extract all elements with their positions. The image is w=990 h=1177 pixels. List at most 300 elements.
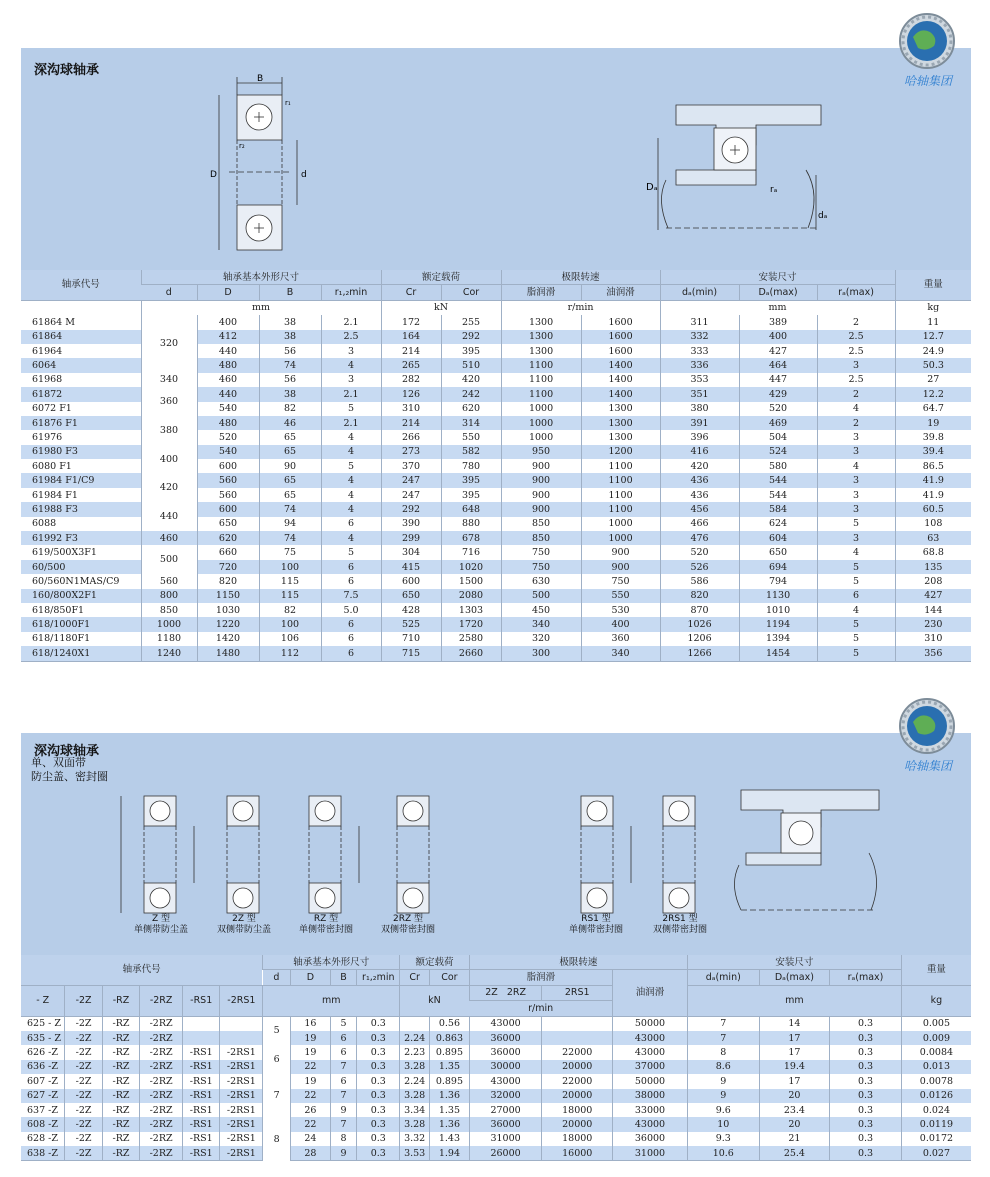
- table-row: [21, 315, 971, 329]
- cell-z: 627 -Z: [21, 1089, 65, 1103]
- table-row: [21, 574, 971, 588]
- company-logo: [896, 12, 960, 90]
- cell-oil: 43000: [613, 1031, 688, 1045]
- cell-ra: 0.3: [830, 1060, 902, 1074]
- unit-kN: kN: [381, 300, 501, 315]
- cell-B: 74: [259, 358, 321, 372]
- cell-Cr: 273: [381, 445, 441, 459]
- cell-rs1: -RS1: [183, 1045, 220, 1059]
- cell-r: 0.3: [357, 1074, 400, 1088]
- cell-z2: -2Z: [65, 1031, 102, 1045]
- cell-ra: 3: [817, 445, 895, 459]
- cell-Cr: 299: [381, 531, 441, 545]
- t2-suffix-rs1: -RS1: [183, 985, 220, 1016]
- cell-r: 4: [321, 502, 381, 516]
- cell-rs1: [183, 1016, 220, 1031]
- t2-speed-header: 极限转速: [469, 955, 687, 970]
- cell-z2: -2Z: [65, 1045, 102, 1059]
- cell-oil: 1400: [581, 358, 660, 372]
- cell-grease: 850: [501, 517, 581, 531]
- cell-rz2: -2RZ: [140, 1045, 183, 1059]
- cell-Da: 520: [739, 402, 817, 416]
- t2-grease-2rs1: 2RS1: [542, 985, 613, 1000]
- cell-Cr: 715: [381, 646, 441, 661]
- cell-Cr: 266: [381, 430, 441, 444]
- cell-oil: 43000: [613, 1117, 688, 1131]
- cell-r: 0.3: [357, 1045, 400, 1059]
- cell-oil: 1400: [581, 387, 660, 401]
- cell-D: 540: [197, 445, 259, 459]
- cell-Cor: 1.36: [430, 1089, 470, 1103]
- cell-da: 416: [660, 445, 739, 459]
- cell-Cor: 550: [441, 430, 501, 444]
- cell-kg: 64.7: [895, 402, 971, 416]
- table-row: [21, 1045, 971, 1059]
- globe-bearing-icon: [898, 12, 956, 70]
- cell-D: 540: [197, 402, 259, 416]
- dim-B-label: B: [257, 74, 264, 84]
- table-row: [21, 1103, 971, 1117]
- cell-Cr: 265: [381, 358, 441, 372]
- cell-da: 336: [660, 358, 739, 372]
- cell-r: 4: [321, 473, 381, 487]
- bearing-code: 61976: [21, 430, 141, 444]
- rz-type-shape: [309, 796, 359, 913]
- cell-kg: 41.9: [895, 488, 971, 502]
- cell-Da: 1010: [739, 603, 817, 617]
- caption-rz-desc: 单侧带密封圈: [298, 925, 353, 935]
- col-speed-header: 极限转速: [501, 270, 660, 285]
- cell-B: 82: [259, 603, 321, 617]
- cell-rs2: -2RS1: [220, 1060, 263, 1074]
- cell-D: 600: [197, 502, 259, 516]
- t2-suffix-2rs1: -2RS1: [220, 985, 263, 1016]
- cell-g2: 18000: [542, 1103, 613, 1117]
- bearing-code: 618/1180F1: [21, 632, 141, 646]
- t2-install-header: 安装尺寸: [687, 955, 901, 970]
- cell-g1: 36000: [469, 1045, 542, 1059]
- cell-r: 0.3: [357, 1117, 400, 1131]
- cell-rz: -RZ: [102, 1146, 139, 1161]
- cell-rs1: -RS1: [183, 1146, 220, 1161]
- caption-z-type: Z 型: [151, 914, 171, 924]
- bearing-code: 61872: [21, 387, 141, 401]
- cell-rz2: -2RZ: [140, 1132, 183, 1146]
- cell-oil: 750: [581, 574, 660, 588]
- cell-Cr: 247: [381, 473, 441, 487]
- cell-rz2: -2RZ: [140, 1031, 183, 1045]
- table-row: [21, 617, 971, 631]
- cell-D: 660: [197, 545, 259, 559]
- cell-grease: 1300: [501, 330, 581, 344]
- dim-r1-label: r₁: [285, 99, 291, 107]
- caption-2z-type: 2Z 型: [232, 914, 256, 924]
- bore-d: 7: [263, 1074, 291, 1117]
- cell-Cor: 648: [441, 502, 501, 516]
- cell-rs2: -2RS1: [220, 1117, 263, 1131]
- cell-rs1: -RS1: [183, 1132, 220, 1146]
- cell-da: 332: [660, 330, 739, 344]
- cell-r: 0.3: [357, 1060, 400, 1074]
- cell-Da: 427: [739, 344, 817, 358]
- cell-z: 626 -Z: [21, 1045, 65, 1059]
- cell-Da: 794: [739, 574, 817, 588]
- table-row: [21, 1089, 971, 1103]
- cell-da: 466: [660, 517, 739, 531]
- mounting-drawing-2: [721, 785, 881, 915]
- caption-z-desc: 单侧带防尘盖: [133, 925, 188, 935]
- cell-B: 100: [259, 617, 321, 631]
- cell-z: 637 -Z: [21, 1103, 65, 1117]
- cell-Cr: 282: [381, 373, 441, 387]
- cell-grease: 1100: [501, 387, 581, 401]
- cell-Da: 464: [739, 358, 817, 372]
- cell-D: 820: [197, 574, 259, 588]
- cell-oil: 1300: [581, 416, 660, 430]
- bearing-code: 61988 F3: [21, 502, 141, 516]
- cell-D: 440: [197, 387, 259, 401]
- cell-Da: 21: [759, 1132, 830, 1146]
- unit-mm-install: mm: [660, 300, 895, 315]
- cell-da: 333: [660, 344, 739, 358]
- cell-B: 56: [259, 344, 321, 358]
- cell-ra: 0.3: [830, 1045, 902, 1059]
- cell-D: 22: [291, 1089, 331, 1103]
- cell-kg: 11: [895, 315, 971, 329]
- cell-ra: 0.3: [830, 1103, 902, 1117]
- cell-Cor: 678: [441, 531, 501, 545]
- col-r: r₁,₂min: [321, 285, 381, 300]
- cell-r: 7.5: [321, 589, 381, 603]
- cell-ra: 4: [817, 545, 895, 559]
- cell-oil: 340: [581, 646, 660, 661]
- cell-z2: -2Z: [65, 1016, 102, 1031]
- cell-ra: 2: [817, 315, 895, 329]
- cell-D: 1480: [197, 646, 259, 661]
- bore-d: 320: [141, 315, 197, 373]
- bearing-code: 61984 F1: [21, 488, 141, 502]
- bore-d: 560: [141, 574, 197, 588]
- mounting-drawing: [646, 100, 826, 240]
- cell-oil: 31000: [613, 1146, 688, 1161]
- col-Cor: Cor: [441, 285, 501, 300]
- t2-col-ra: rₐ(max): [830, 970, 902, 985]
- col-da: dₐ(min): [660, 285, 739, 300]
- cell-D: 600: [197, 459, 259, 473]
- table-row: [21, 646, 971, 661]
- caption-2rz-type: 2RZ 型: [392, 914, 423, 924]
- bearing-code: 618/850F1: [21, 603, 141, 617]
- cell-r: 6: [321, 517, 381, 531]
- cell-Da: 20: [759, 1117, 830, 1131]
- cell-ra: 5: [817, 617, 895, 631]
- cell-grease: 900: [501, 473, 581, 487]
- cell-B: 9: [330, 1103, 357, 1117]
- caption-2rz-desc: 双侧带密封圈: [380, 925, 435, 935]
- cell-ra: 5: [817, 574, 895, 588]
- cell-D: 460: [197, 373, 259, 387]
- cell-r: 6: [321, 632, 381, 646]
- cell-g1: 43000: [469, 1016, 542, 1031]
- cell-z: 607 -Z: [21, 1074, 65, 1088]
- cell-B: 94: [259, 517, 321, 531]
- cell-z: 625 - Z: [21, 1016, 65, 1031]
- cell-da: 1026: [660, 617, 739, 631]
- bore-d: 500: [141, 545, 197, 574]
- caption-rz: [281, 914, 371, 936]
- cell-Cr: 2.24: [400, 1074, 430, 1088]
- cell-oil: 1300: [581, 402, 660, 416]
- dim-d-label: d: [301, 170, 307, 180]
- cell-B: 56: [259, 373, 321, 387]
- cell-rz: -RZ: [102, 1089, 139, 1103]
- section2-panel: [21, 733, 971, 955]
- cell-oil: 550: [581, 589, 660, 603]
- cell-da: 9: [687, 1074, 759, 1088]
- cell-grease: 750: [501, 545, 581, 559]
- cell-ra: 0.3: [830, 1016, 902, 1031]
- cell-ra: 3: [817, 502, 895, 516]
- cell-Da: 650: [739, 545, 817, 559]
- cell-g2: [542, 1031, 613, 1045]
- table-2-body: [21, 1016, 971, 1161]
- cell-Cr: 2.24: [400, 1031, 430, 1045]
- bearing-code: 60/500: [21, 560, 141, 574]
- t2-suffix-z: - Z: [21, 985, 65, 1016]
- cell-Cor: 716: [441, 545, 501, 559]
- cell-rs2: -2RS1: [220, 1045, 263, 1059]
- cell-D: 19: [291, 1031, 331, 1045]
- cell-D: 22: [291, 1117, 331, 1131]
- col-B: B: [259, 285, 321, 300]
- cell-r: 5: [321, 402, 381, 416]
- cell-Cor: 1020: [441, 560, 501, 574]
- t2-suffix-2rz: -2RZ: [140, 985, 183, 1016]
- cell-da: 456: [660, 502, 739, 516]
- cell-da: 10.6: [687, 1146, 759, 1161]
- t2-unit-kg: kg: [901, 985, 971, 1016]
- table-row: [21, 445, 971, 459]
- cell-r: 0.3: [357, 1016, 400, 1031]
- cell-D: 560: [197, 473, 259, 487]
- cell-Cor: 582: [441, 445, 501, 459]
- cell-Cor: 395: [441, 488, 501, 502]
- cell-Cor: 1.35: [430, 1060, 470, 1074]
- dim-D-label: D: [210, 170, 217, 180]
- cell-Cor: 1.43: [430, 1132, 470, 1146]
- cell-Da: 14: [759, 1016, 830, 1031]
- cell-D: 22: [291, 1060, 331, 1074]
- cell-ra: 6: [817, 589, 895, 603]
- t2-suffix-rz: -RZ: [102, 985, 139, 1016]
- cell-rs2: -2RS1: [220, 1074, 263, 1088]
- cell-ra: 3: [817, 430, 895, 444]
- cell-Da: 580: [739, 459, 817, 473]
- cell-Cor: 0.895: [430, 1074, 470, 1088]
- cell-r: 5: [321, 545, 381, 559]
- cell-Cor: 510: [441, 358, 501, 372]
- cell-B: 9: [330, 1146, 357, 1161]
- cell-rs2: [220, 1031, 263, 1045]
- cell-B: 8: [330, 1132, 357, 1146]
- cell-grease: 320: [501, 632, 581, 646]
- cell-oil: 38000: [613, 1089, 688, 1103]
- cell-Da: 584: [739, 502, 817, 516]
- cell-Da: 524: [739, 445, 817, 459]
- cell-r: 6: [321, 646, 381, 661]
- t2-unit-mm-install: mm: [687, 985, 901, 1016]
- cell-grease: 1100: [501, 358, 581, 372]
- cell-B: 74: [259, 502, 321, 516]
- cell-oil: 360: [581, 632, 660, 646]
- cell-D: 1030: [197, 603, 259, 617]
- cell-da: 476: [660, 531, 739, 545]
- cell-da: 436: [660, 488, 739, 502]
- unit-kg: kg: [895, 300, 971, 315]
- table-row: [21, 1117, 971, 1131]
- cell-B: 6: [330, 1045, 357, 1059]
- cell-ra: 2.5: [817, 344, 895, 358]
- cell-rs1: -RS1: [183, 1060, 220, 1074]
- col-Da: Dₐ(max): [739, 285, 817, 300]
- cell-D: 19: [291, 1074, 331, 1088]
- cell-Da: 20: [759, 1089, 830, 1103]
- bearing-code: 61964: [21, 344, 141, 358]
- bearing-code: 6072 F1: [21, 402, 141, 416]
- cell-grease: 900: [501, 502, 581, 516]
- cell-da: 396: [660, 430, 739, 444]
- cell-g1: 36000: [469, 1117, 542, 1131]
- cell-Cr: 172: [381, 315, 441, 329]
- cell-oil: 1100: [581, 459, 660, 473]
- cell-oil: 1600: [581, 344, 660, 358]
- cell-da: 353: [660, 373, 739, 387]
- bore-d: 8: [263, 1117, 291, 1161]
- cell-kg: 0.005: [901, 1016, 971, 1031]
- cell-Da: 447: [739, 373, 817, 387]
- cell-B: 100: [259, 560, 321, 574]
- cell-oil: 50000: [613, 1016, 688, 1031]
- t2-col-D: D: [291, 970, 331, 985]
- cell-Cr: 164: [381, 330, 441, 344]
- table-row: [21, 1074, 971, 1088]
- caption-rs1: [551, 914, 641, 936]
- mount-ra-label: rₐ: [770, 185, 778, 195]
- cell-Da: 19.4: [759, 1060, 830, 1074]
- table-row: [21, 545, 971, 559]
- cell-B: 65: [259, 430, 321, 444]
- logo-text: 哈轴集团: [903, 759, 952, 773]
- table-row: [21, 1060, 971, 1074]
- cell-da: 311: [660, 315, 739, 329]
- cell-kg: 310: [895, 632, 971, 646]
- caption-2z-desc: 双侧带防尘盖: [216, 925, 271, 935]
- cell-rz: -RZ: [102, 1074, 139, 1088]
- cell-B: 65: [259, 445, 321, 459]
- cell-Da: 1194: [739, 617, 817, 631]
- cell-grease: 340: [501, 617, 581, 631]
- seal-types-drawing: [109, 761, 439, 921]
- bearing-code: 61992 F3: [21, 531, 141, 545]
- table-row: [21, 589, 971, 603]
- cell-Cor: 780: [441, 459, 501, 473]
- cell-r: 2.1: [321, 416, 381, 430]
- cell-B: 65: [259, 473, 321, 487]
- cell-D: 412: [197, 330, 259, 344]
- cell-grease: 500: [501, 589, 581, 603]
- cell-Da: 389: [739, 315, 817, 329]
- cell-Cr: 3.28: [400, 1060, 430, 1074]
- cell-Cr: 3.53: [400, 1146, 430, 1161]
- cell-B: 46: [259, 416, 321, 430]
- cell-Da: 17: [759, 1045, 830, 1059]
- cell-Cr: 710: [381, 632, 441, 646]
- bore-d: 380: [141, 416, 197, 445]
- cell-r: 2.1: [321, 387, 381, 401]
- cell-kg: 230: [895, 617, 971, 631]
- cell-Cr: 650: [381, 589, 441, 603]
- cell-grease: 850: [501, 531, 581, 545]
- cell-B: 65: [259, 488, 321, 502]
- table-row: [21, 632, 971, 646]
- cell-kg: 108: [895, 517, 971, 531]
- cell-da: 391: [660, 416, 739, 430]
- cell-Da: 23.4: [759, 1103, 830, 1117]
- 2rz-type-shape: [397, 796, 429, 913]
- cell-oil: 1100: [581, 488, 660, 502]
- cell-Cor: 2580: [441, 632, 501, 646]
- cell-kg: 0.027: [901, 1146, 971, 1161]
- cell-Da: 400: [739, 330, 817, 344]
- cell-Cr: 304: [381, 545, 441, 559]
- cell-r: 6: [321, 560, 381, 574]
- cell-z: 608 -Z: [21, 1117, 65, 1131]
- cell-Cr: 126: [381, 387, 441, 401]
- table-1-body: [21, 315, 971, 661]
- cell-rs1: -RS1: [183, 1117, 220, 1131]
- cell-B: 115: [259, 589, 321, 603]
- cell-g2: 20000: [542, 1060, 613, 1074]
- cell-da: 8: [687, 1045, 759, 1059]
- cell-r: 5.0: [321, 603, 381, 617]
- cell-z2: -2Z: [65, 1089, 102, 1103]
- col-ra: rₐ(max): [817, 285, 895, 300]
- bearing-code: 6064: [21, 358, 141, 372]
- caption-2rs1-desc: 双侧带密封圈: [652, 925, 707, 935]
- cell-g1: 31000: [469, 1132, 542, 1146]
- cell-grease: 1000: [501, 416, 581, 430]
- cell-D: 620: [197, 531, 259, 545]
- bearing-code: 6088: [21, 517, 141, 531]
- table-row: [21, 531, 971, 545]
- cell-Cr: 3.28: [400, 1089, 430, 1103]
- t2-col-oil: 油润滑: [613, 970, 688, 1016]
- bore-d: 340: [141, 373, 197, 387]
- cell-oil: 530: [581, 603, 660, 617]
- cell-D: 480: [197, 416, 259, 430]
- bearing-section-drawing: [207, 73, 317, 258]
- cell-rz2: -2RZ: [140, 1089, 183, 1103]
- cell-D: 19: [291, 1045, 331, 1059]
- cell-Cr: 428: [381, 603, 441, 617]
- cell-kg: 0.0126: [901, 1089, 971, 1103]
- company-logo-2: [896, 697, 960, 775]
- bearing-code: 61984 F1/C9: [21, 473, 141, 487]
- cell-D: 480: [197, 358, 259, 372]
- cell-D: 720: [197, 560, 259, 574]
- cell-r: 4: [321, 445, 381, 459]
- cell-kg: 356: [895, 646, 971, 661]
